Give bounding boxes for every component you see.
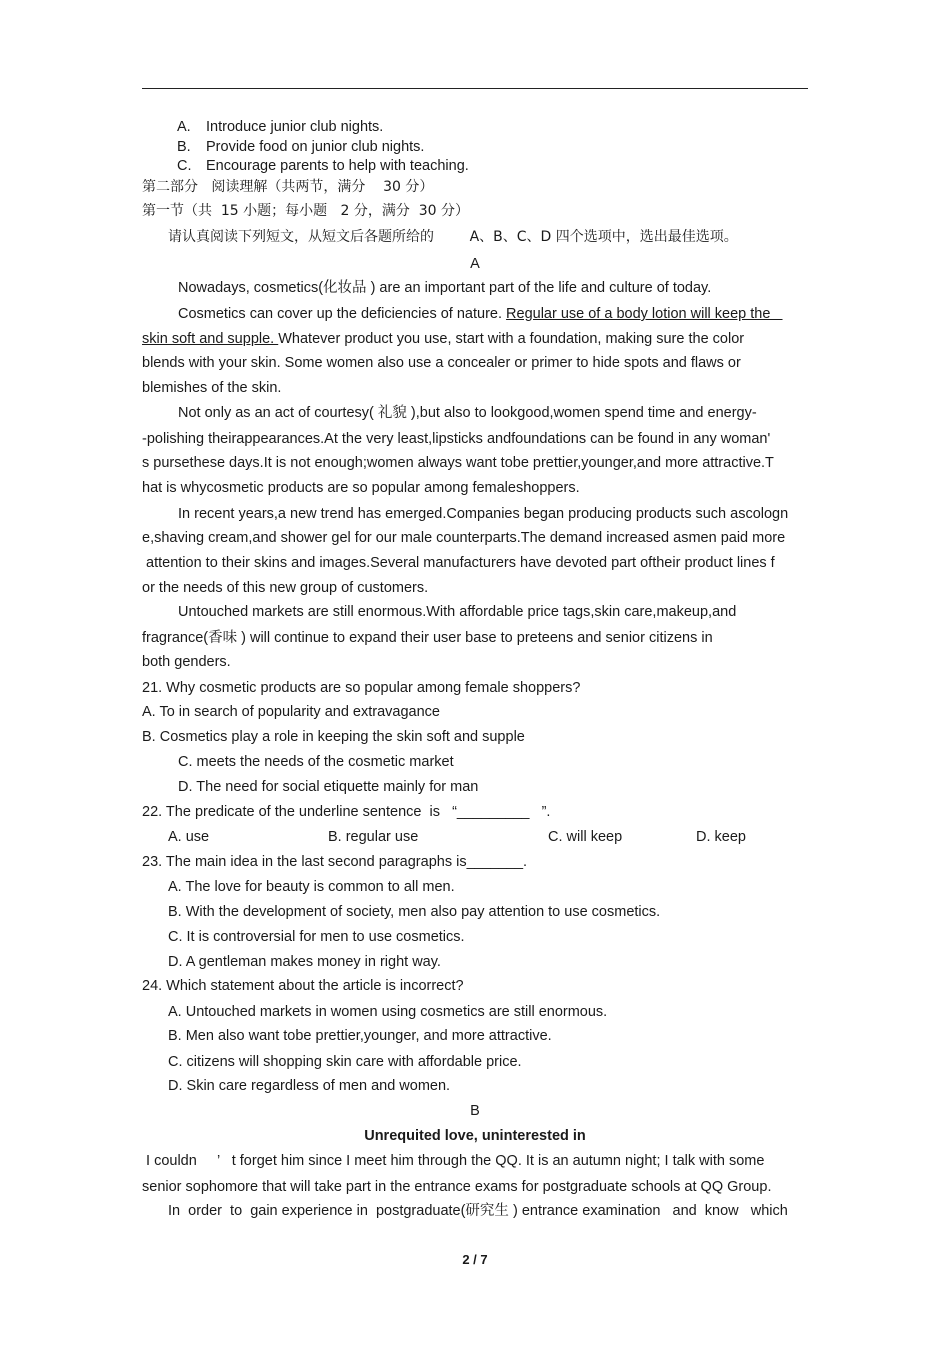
text: Whatever product you use, start with a foundation, making sure the color (278, 331, 745, 347)
passage-a-label: A (470, 256, 480, 272)
passage-a-p1: Nowadays, cosmetics(化妆品 ) are an important part of the life and culture of today. (178, 280, 712, 296)
question-23-stem: 23. The main idea in the last second paragraphs is_______. (142, 854, 528, 870)
passage-a-p2-line2 (142, 330, 744, 348)
question-23-option-a: A. The love for beauty is common to all men. (168, 879, 455, 895)
passage-a-p2-line4: blemishes of the skin. (142, 380, 282, 396)
option-text: Provide food on junior club nights. (206, 139, 425, 155)
prev-option-a (177, 118, 384, 136)
page-number: 2 / 7 (462, 1252, 488, 1267)
option-letter: B. (177, 139, 191, 155)
section1-heading: 第一节（共 15 小题；每小题 2 分，满分 30 分） (142, 203, 470, 219)
question-21-option-c: C. meets the needs of the cosmetic market (178, 754, 454, 770)
question-23-option-c: C. It is controversial for men to use cosmetics. (168, 929, 465, 945)
question-24-stem: 24. Which statement about the article is incorrect? (142, 978, 464, 994)
question-22-option-b: B. regular use (328, 829, 419, 845)
underlined-sentence: skin soft and supple. (142, 331, 279, 347)
passage-a-p4-line: In recent years,a new trend has emerged.Companies began producing products such ascologn (178, 506, 789, 522)
passage-a-p4-line: e,shaving cream,and shower gel for our male counterparts.The demand increased asmen paid more (142, 530, 786, 546)
passage-a-p2-line3: blends with your skin. Some women also use a concealer or primer to hide spots and flaws or (142, 355, 741, 371)
passage-a-p5-line: Untouched markets are still enormous.With affordable price tags,skin care,makeup,and (178, 604, 737, 620)
question-23-option-b: B. With the development of society, men also pay attention to use cosmetics. (168, 904, 661, 920)
question-21-stem: 21. Why cosmetic products are so popular among female shoppers? (142, 680, 581, 696)
question-22-option-c: C. will keep (548, 829, 623, 845)
question-24-option-c: C. citizens will shopping skin care with affordable price. (168, 1054, 522, 1070)
option-text: Encourage parents to help with teaching. (206, 158, 469, 174)
passage-b-line: senior sophomore that will take part in the entrance exams for postgraduate schools at QQ Group. (142, 1179, 772, 1195)
passage-b-line: In order to gain experience in postgraduate(研究生 ) entrance examination and know which (168, 1203, 788, 1219)
option-letter: A. (177, 119, 191, 135)
underlined-sentence: Regular use of a body lotion will keep the (506, 306, 783, 322)
passage-b-label: B (470, 1103, 480, 1119)
instruction: 请认真阅读下列短文，从短文后各题所给的 A、B、C、D 四个选项中，选出最佳选项。 (168, 229, 738, 245)
text: Cosmetics can cover up the deficiencies of nature. (178, 306, 507, 322)
question-21-option-d: D. The need for social etiquette mainly for man (178, 779, 479, 795)
question-21-option-a: A. To in search of popularity and extravagance (142, 704, 440, 720)
question-22-option-d: D. keep (696, 829, 746, 845)
passage-a-p4-line: or the needs of this new group of customers. (142, 580, 429, 596)
option-letter: C. (177, 158, 192, 174)
passage-a-p2-line1 (178, 305, 783, 323)
prev-option-b (177, 138, 425, 156)
question-22-option-a: A. use (168, 829, 210, 845)
prev-option-c (177, 157, 469, 175)
header-rule (142, 88, 808, 89)
passage-a-p5-line: fragrance(香味 ) will continue to expand their user base to preteens and senior citizens in (142, 630, 713, 646)
option-text: Introduce junior club nights. (206, 119, 384, 135)
question-21-option-b: B. Cosmetics play a role in keeping the skin soft and supple (142, 729, 525, 745)
passage-a-p3-line: Not only as an act of courtesy( 礼貌 ),but also to lookgood,women spend time and energy- (178, 405, 757, 421)
question-24-option-b: B. Men also want tobe prettier,younger, and more attractive. (168, 1028, 552, 1044)
passage-a-p3-line: s pursethese days.It is not enough;women always want tobe prettier,younger,and more attractive.T (142, 455, 774, 471)
question-23-option-d: D. A gentleman makes money in right way. (168, 954, 441, 970)
question-22-stem: 22. The predicate of the underline sentence is “_________ ”. (142, 804, 551, 820)
passage-a-p4-line: attention to their skins and images.Several manufacturers have devoted part oftheir product lines f (142, 555, 775, 571)
passage-a-p3-line: -polishing theirappearances.At the very least,lipsticks andfoundations can be found in any woman' (142, 431, 771, 447)
passage-b-title: Unrequited love, uninterested in (364, 1128, 586, 1144)
part2-heading: 第二部分 阅读理解（共两节，满分 30 分） (142, 179, 434, 195)
passage-a-p3-line: hat is whycosmetic products are so popular among femaleshoppers. (142, 480, 580, 496)
passage-b-line: I couldn ’ t forget him since I meet him through the QQ. It is an autumn night; I talk with some (142, 1153, 765, 1169)
question-24-option-d: D. Skin care regardless of men and women. (168, 1078, 451, 1094)
question-24-option-a: A. Untouched markets in women using cosmetics are still enormous. (168, 1004, 608, 1020)
passage-a-p5-line: both genders. (142, 654, 231, 670)
